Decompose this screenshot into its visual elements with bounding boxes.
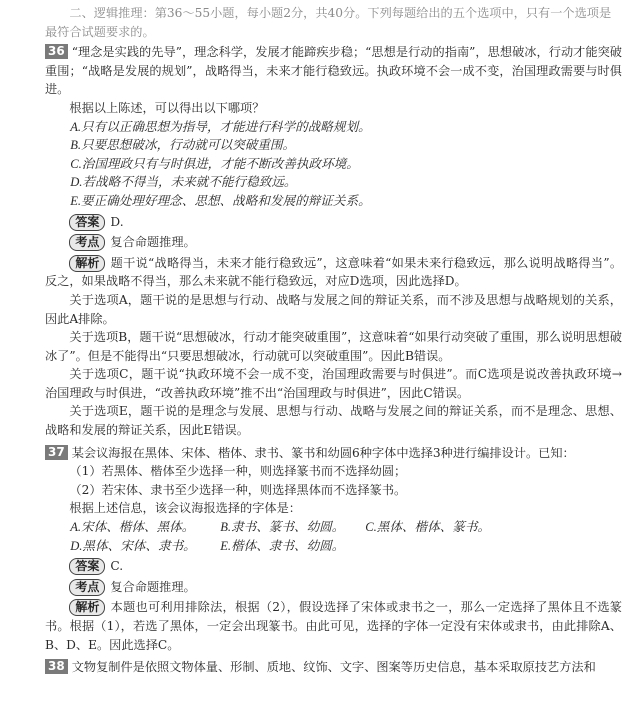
analysis-paragraph: 关于选项B，题干说“思想破冰，行动才能突破重围”，这意味着“如果行动突破了重围，那么说明思想破冰了”。但是不能得出“只要思想破冰，行动就可以突破重围”。因此B错误。 bbox=[45, 330, 622, 363]
option-b: B.只要思想破冰，行动就可以突破重围。 bbox=[70, 138, 296, 153]
options-grid bbox=[45, 518, 622, 555]
question-36-prompt: 根据以上陈述，可以得出以下哪项？ bbox=[69, 100, 265, 115]
point-row bbox=[45, 578, 622, 597]
point-tag: 考点 bbox=[69, 234, 105, 251]
analysis-tag: 解析 bbox=[69, 599, 105, 616]
question-37-prompt: 根据上述信息，该会议海报选择的字体是： bbox=[69, 501, 301, 516]
analysis-paragraph bbox=[45, 598, 622, 654]
answer-tag: 答案 bbox=[69, 558, 105, 575]
option-c: C.黑体、楷体、篆书。 bbox=[365, 520, 491, 535]
condition-2: （2）若宋体、隶书至少选择一种，则选择黑体而不选择篆书。 bbox=[69, 482, 407, 497]
point-row bbox=[45, 233, 622, 252]
question-stem-text: 某会议海报在黑体、宋体、楷体、隶书、篆书和幼圆6种字体中选择3种进行编排设计。已知： bbox=[71, 445, 575, 460]
question-stem-text: “理念是实践的先导”，理念科学，发展才能蹄疾步稳；“思想是行动的指南”，思想破冰，行动才能突破重围；“战略是发展的规划”，战略得当，未来才能行稳致远。执政环境不会一成不变，治国理政需要与时俱进。 bbox=[45, 45, 622, 97]
question-38-stem bbox=[45, 658, 622, 677]
question-stem-text: 文物复制件是依照文物体量、形制、质地、纹饰、文字、图案等历史信息，基本采取原技艺方法和 bbox=[71, 660, 596, 675]
question-37-stem bbox=[45, 444, 622, 463]
option-c: C.治国理政只有与时俱进，才能不断改善执政环境。 bbox=[70, 156, 359, 171]
question-number: 38 bbox=[45, 659, 68, 674]
analysis-paragraph: 关于选项A，题干说的是思想与行动、战略与发展之间的辩证关系，而不涉及思想与战略规划的关系，因此A排除。 bbox=[45, 292, 622, 326]
answer-value: D. bbox=[110, 214, 124, 229]
analysis-paragraph: 关于选项C，题干说“执政环境不会一成不变，治国理政需要与时俱进”。而C选项是说改善执政环境→治国理政与时俱进，“改善执政环境”推不出“治国理政与时俱进”，因此C错误。 bbox=[45, 367, 622, 400]
option-d: D.若战略不得当，未来就不能行稳致远。 bbox=[70, 175, 297, 190]
point-value: 复合命题推理。 bbox=[110, 579, 196, 594]
option-a: A.只有以正确思想为指导，才能进行科学的战略规划。 bbox=[70, 119, 371, 134]
question-number: 37 bbox=[45, 445, 68, 460]
answer-value: C. bbox=[110, 559, 124, 574]
analysis-text: 本题也可利用排除法，根据（2），假设选择了宋体或隶书之一，那么一定选择了黑体且不选篆书。根据（1），若选了黑体，一定会出现篆书。由此可见，选择的字体一定没有宋体或隶书，由此排除A、B、D、E。因此选择C。 bbox=[45, 600, 622, 652]
analysis-tag: 解析 bbox=[69, 255, 105, 272]
section-intro: 二、逻辑推理：第36～55小题，每小题2分，共40分。下列每题给出的五个选项中，只有一个选项是最符合试题要求的。 bbox=[45, 6, 612, 39]
point-value: 复合命题推理。 bbox=[110, 235, 196, 250]
answer-row bbox=[45, 213, 622, 232]
option-e: E.楷体、隶书、幼圆。 bbox=[220, 538, 345, 553]
option-e: E.要正确处理好理念、思想、战略和发展的辩证关系。 bbox=[70, 193, 371, 208]
point-tag: 考点 bbox=[69, 579, 105, 596]
option-b: B.隶书、篆书、幼圆。 bbox=[220, 520, 345, 535]
analysis-text: 题干说“战略得当，未来才能行稳致远”，这意味着“如果未来行稳致远，那么说明战略得当”。反之，如果战略不得当，那么未来就不能行稳致远，对应D选项，因此选择D。 bbox=[45, 255, 622, 289]
option-a: A.宋体、楷体、黑体。 bbox=[70, 520, 195, 535]
question-number: 36 bbox=[45, 44, 68, 59]
analysis-paragraph: 关于选项E，题干说的是理念与发展、思想与行动、战略与发展之间的辩证关系，而不是理念、思想、战略和发展的辩证关系，因此E错误。 bbox=[45, 404, 622, 438]
condition-1: （1）若黑体、楷体至少选择一种，则选择篆书而不选择幼圆； bbox=[69, 464, 407, 479]
question-36-stem bbox=[45, 43, 622, 99]
analysis-paragraph bbox=[45, 254, 622, 291]
answer-row bbox=[45, 557, 622, 576]
option-d: D.黑体、宋体、隶书。 bbox=[70, 538, 196, 553]
answer-tag: 答案 bbox=[69, 214, 105, 231]
